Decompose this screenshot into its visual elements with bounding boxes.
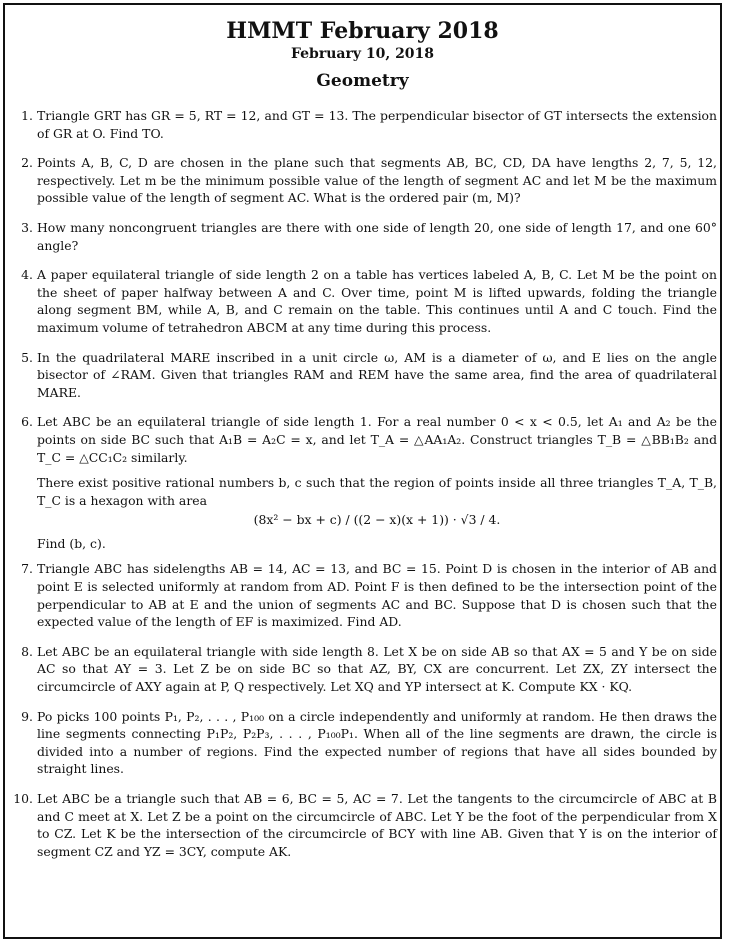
problem-item xyxy=(9,790,717,860)
problem-item xyxy=(9,266,717,336)
document-page xyxy=(3,3,722,939)
problem-number: 7. xyxy=(21,561,33,577)
problem-text: Po picks 100 points P₁, P₂, . . . , P₁₀₀ on a circle independently and uniformly at random. He then draws the line segments connecting P₁P₂, P₂P₃, . . . , P₁₀₀P₁. When all of the line segments are drawn, the circle is divided into a number of regions. Find the expected number of regions that have all sides bounded by straight lines. xyxy=(37,708,717,777)
problem-number: 8. xyxy=(21,643,33,659)
problem-item xyxy=(9,643,717,696)
header xyxy=(5,19,720,91)
subject-heading: Geometry xyxy=(316,71,409,91)
problem-number: 4. xyxy=(21,267,33,283)
problem-list xyxy=(9,107,717,872)
problem-text: Triangle ABC has sidelengths AB = 14, AC = 13, and BC = 15. Point D is chosen in the interior of AB and point E is selected uniformly at random from AD. Point F is then defined to be the intersection point of the perpendicular to AB at E and the union of segments AC and BC. Suppose that D is chosen such that the expected value of the length of EF is maximized. Find AD. xyxy=(37,561,717,630)
problem-item xyxy=(9,349,717,402)
problem-item xyxy=(9,413,717,552)
problem-item xyxy=(9,560,717,630)
problem-number: 3. xyxy=(21,219,33,235)
problem-item xyxy=(9,154,717,207)
problem-text: Triangle GRT has GR = 5, RT = 12, and GT = 13. The perpendicular bisector of GT intersects the extension of GR at O. Find TO. xyxy=(37,108,717,141)
problem-number: 9. xyxy=(21,708,33,724)
problem-number: 10. xyxy=(13,791,33,806)
problem-number: 2. xyxy=(21,155,33,171)
problem-item xyxy=(9,107,717,142)
problem-text: How many noncongruent triangles are there with one side of length 20, one side of length 17, and one 60° angle? xyxy=(37,219,717,253)
date-line: February 10, 2018 xyxy=(290,46,435,62)
problem-number: 5. xyxy=(21,349,33,365)
problem-text: Let ABC be a triangle such that AB = 6, BC = 5, AC = 7. Let the tangents to the circumcircle of ABC at B and C meet at X. Let Z be a point on the circumcircle of ABC. Let Y be the foot of the perpendicular from X to CZ. Let K be the intersection of the circumcircle of BCY with line AB. Given that Y is on the interior of segment CZ and YZ = 3CY, compute AK. xyxy=(37,791,717,859)
problem-number: 6. xyxy=(21,414,33,430)
problem-text: Points A, B, C, D are chosen in the plane such that segments AB, BC, CD, DA have lengths 2, 7, 5, 12, respectively. Let m be the minimum possible value of the length of segment AC and let M be the maximum possible value of the length of segment AC. What is the ordered pair (m, M)? xyxy=(37,155,717,206)
problem-text: Let ABC be an equilateral triangle of side length 1. For a real number 0 < x < 0.5, let A₁ and A₂ be the points on side BC such that A₁B = A₂C = x, and let T_A = △AA₁A₂. Construct triangles T_B = △BB₁B₂ and T_C = △CC₁C₂ similarly. xyxy=(37,414,717,465)
problem-number: 1. xyxy=(21,108,33,123)
problem-item xyxy=(9,708,717,778)
problem-text: A paper equilateral triangle of side length 2 on a table has vertices labeled A, B, C. Let M be the point on the sheet of paper halfway between A and C. Over time, point M is lifted upwards, folding the triangle along segment BM, while A, B, and C remain on the table. This continues until A and C touch. Find the maximum volume of tetrahedron ABCM at any time during this process. xyxy=(37,267,717,335)
area-formula: (8x² − bx + c) / ((2 − x)(x + 1)) · √3 / 4. xyxy=(253,512,501,528)
page-title: HMMT February 2018 xyxy=(226,18,499,44)
problem-item xyxy=(9,219,717,254)
problem-text-continued: There exist positive rational numbers b, c such that the region of points inside all three triangles T_A, T_B, T_C is a hexagon with area xyxy=(37,475,717,508)
problem-text: Let ABC be an equilateral triangle with side length 8. Let X be on side AB so that AX = 5 and Y be on side AC so that AY = 3. Let Z be on side BC so that AZ, BY, CX are concurrent. Let ZX, ZY intersect the circumcircle of AXY again at P, Q respectively. Let XQ and YP intersect at K. Compute KX · KQ. xyxy=(37,643,717,695)
problem-question: Find (b, c). xyxy=(37,535,106,551)
problem-text: In the quadrilateral MARE inscribed in a unit circle ω, AM is a diameter of ω, and E lies on the angle bisector of ∠RAM. Given that triangles RAM and REM have the same area, find the area of quadrilateral MARE. xyxy=(37,349,717,400)
